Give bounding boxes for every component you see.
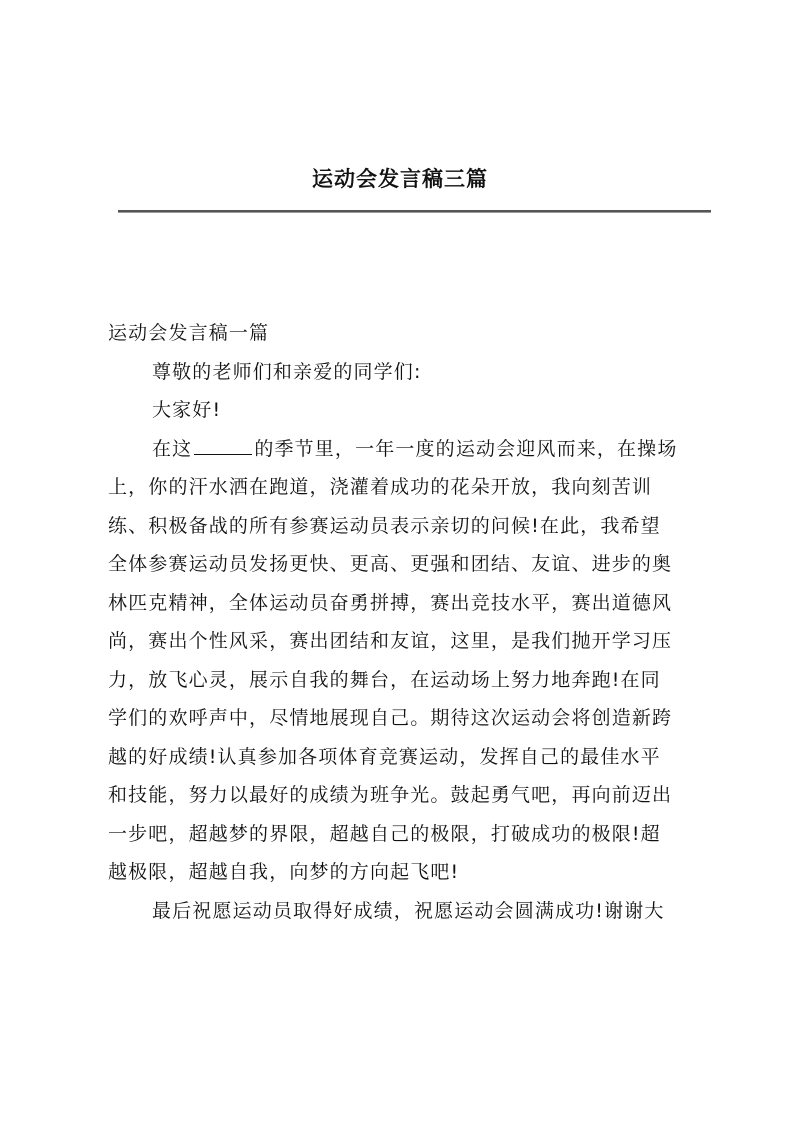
paragraph-line: 练、积极备战的所有参赛运动员表示亲切的问候!在此，我希望 — [108, 514, 661, 537]
paragraph-line: 一步吧，超越梦的界限，超越自己的极限，打破成功的极限!超 — [108, 822, 661, 845]
greeting-line: 大家好! — [152, 399, 222, 421]
title-underline-divider — [118, 210, 711, 213]
paragraph-prefix: 在这 — [152, 437, 193, 460]
paragraph-line: 越极限，超越自我，向梦的方向起飞吧! — [108, 861, 460, 883]
closing-line: 最后祝愿运动员取得好成绩，祝愿运动会圆满成功!谢谢大 — [152, 899, 665, 922]
paragraph-line: 和技能，努力以最好的成绩为班争光。鼓起勇气吧，再向前迈出 — [108, 784, 673, 806]
salutation-line: 尊敬的老师们和亲爱的同学们: — [152, 360, 422, 383]
document-body — [108, 314, 708, 930]
paragraph-line: 力，放飞心灵，展示自我的舞台，在运动场上努力地奔跑!在同 — [108, 668, 661, 691]
paragraph-line: 全体参赛运动员发扬更快、更高、更强和团结、友谊、进步的奥 — [108, 553, 673, 575]
paragraph-line: 尚，赛出个性风采，赛出团结和友谊，这里，是我们抛开学习压 — [108, 630, 673, 652]
paragraph-line: 上，你的汗水洒在跑道，浇灌着成功的花朵开放，我向刻苦训 — [108, 476, 653, 498]
section-heading: 运动会发言稿一篇 — [108, 322, 270, 344]
paragraph-suffix: 的季节里，一年一度的运动会迎风而来，在操场 — [254, 437, 678, 460]
paragraph-line: 学们的欢呼声中，尽情地展现自己。期待这次运动会将创造新跨 — [108, 707, 673, 729]
paragraph-first-line — [108, 430, 708, 469]
paragraph-line: 林匹克精神，全体运动员奋勇拼搏，赛出竞技水平，赛出道德风 — [108, 591, 673, 614]
document-title: 运动会发言稿三篇 — [312, 166, 488, 191]
paragraph-line: 越的好成绩!认真参加各项体育竞赛运动，发挥自己的最佳水平 — [108, 745, 661, 768]
fill-in-blank — [194, 434, 252, 455]
